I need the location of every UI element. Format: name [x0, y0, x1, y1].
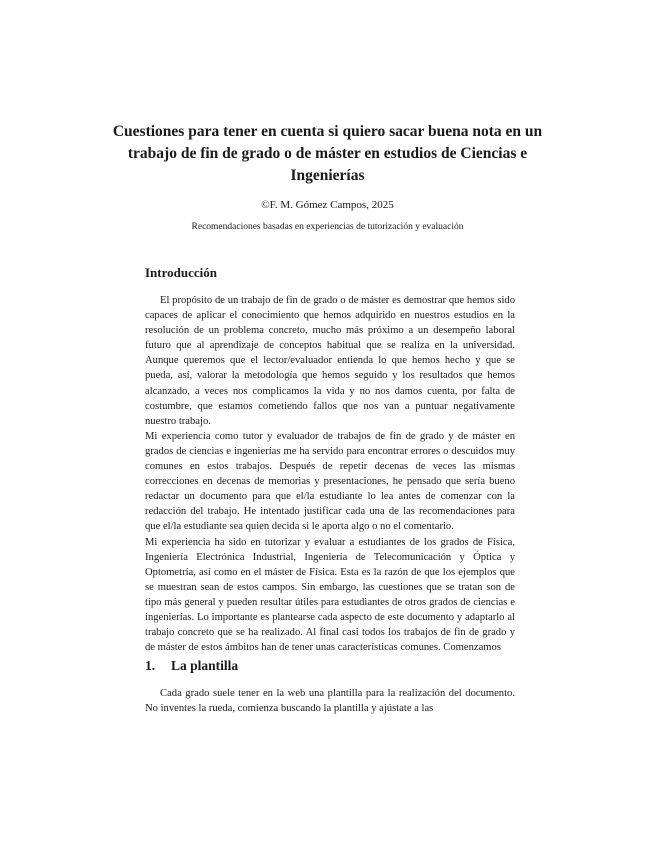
intro-paragraph-1: El propósito de un trabajo de fin de grado o de máster es demostrar que hemos sido capaces de aplicar el conocimiento que hemos adquirido en nuestros estudios en la resolución de un problema concreto, mucho más próximo a un desempeño laboral futuro que al aprendizaje de conceptos habitual que se realiza en la universidad. Aunque queremos que el lector/evaluador entienda lo que hemos hecho y que se pueda, así, valorar la metodología que hemos seguido y los resultados que hemos alcanzado, a veces nos complicamos la vida y no nos damos cuenta, por falta de costumbre, que estamos cometiendo fallos que nos van a puntuar negativamente nuestro trabajo. [145, 295, 515, 427]
document-title: Cuestiones para tener en cuenta si quiero sacar buena nota en un trabajo de fin de grado o de máster en estudios de Ciencias e Ingenierías [112, 123, 543, 184]
introduccion-body [145, 293, 515, 655]
intro-paragraph-3: Mi experiencia ha sido en tutorizar y evaluar a estudiantes de los grados de Física, Ingeniería Electrónica Industrial, Ingeniería de Telecomunicación y Óptica y Optometría, así como en el máster de Física. Esta es la razón de que los ejemplos que se muestran sean de estos campos. Sin embargo, las cuestiones que se tratan son de tipo más general y pueden resultar útiles para estudiantes de otros grados de ciencias e ingenierías. Lo importante es plantearse cada aspecto de este documento y adaptarlo al trabajo concreto que se ha realizado. Al final casi todos los trabajos de fin de grado y de máster de estos ámbitos han de tener unas características comunes. Comenzamos [145, 536, 515, 654]
intro-paragraph-2: Mi experiencia como tutor y evaluador de trabajos de fin de grado y de máster en grados de ciencias e ingenierías me ha servido para encontrar errores o descuidos muy comunes en estos trabajos. Después de repetir decenas de veces las mismas correcciones en decenas de memorias y presentaciones, he pensado que sería bueno redactar un documento para que el/la estudiante lo lea antes de comenzar con la redacción del trabajo. He intentado justificar cada una de las recomendaciones para que el/la estudiante sea quien decida si le aporta algo o no el comentario. [145, 430, 515, 533]
section-1-body [145, 686, 515, 716]
section-1-number: 1. [145, 658, 156, 673]
section-1-paragraph: Cada grado suele tener en la web una plantilla para la realización del documento. No inventes la rueda, comienza buscando la plantilla y ajústate a las [145, 688, 515, 715]
document-author: ©F. M. Gómez Campos, 2025 [261, 199, 394, 211]
introduccion-heading: Introducción [145, 265, 217, 280]
document-subtitle: Recomendaciones basadas en experiencias de tutorización y evaluación [191, 222, 464, 232]
section-1-heading [145, 658, 238, 674]
section-1-title: La plantilla [171, 658, 239, 673]
